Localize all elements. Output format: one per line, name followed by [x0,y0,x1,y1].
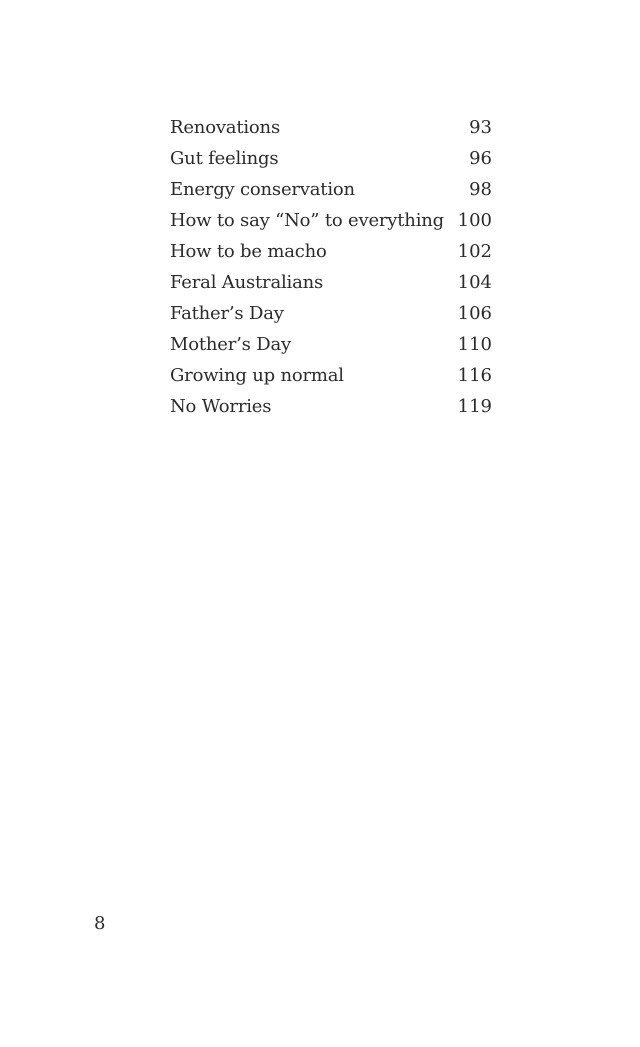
toc-entry-page-number: 116 [457,365,492,386]
toc-entry [170,205,492,236]
toc-entry-title: Father’s Day [170,303,284,324]
toc-entry-title: Feral Australians [170,272,324,293]
toc-entry-title: How to be macho [170,241,327,262]
toc-entry-page-number: 119 [457,396,492,417]
toc-entry-title: Gut feelings [170,148,279,169]
toc-entry-title: Renovations [170,117,280,138]
toc-entry-title: Energy conservation [170,179,355,200]
toc-entry-page-number: 106 [457,303,492,324]
toc-entry [170,391,492,422]
toc-entry-title: Growing up normal [170,365,344,386]
toc-entry [170,329,492,360]
toc-entry-title: How to say “No” to everything [170,210,444,231]
toc-entry-page-number: 104 [457,272,492,293]
toc-entry [170,267,492,298]
toc-entry [170,112,492,143]
toc-entry [170,174,492,205]
toc-entry [170,236,492,267]
toc-entry-page-number: 96 [469,148,492,169]
toc-entry-title: No Worries [170,396,272,417]
toc-entry [170,143,492,174]
toc-entry [170,360,492,391]
toc-entry-page-number: 98 [469,179,492,200]
page-number: 8 [94,913,106,934]
toc-entry [170,298,492,329]
toc-entry-title: Mother’s Day [170,334,291,355]
toc-entry-page-number: 100 [457,210,492,231]
toc-entry-page-number: 93 [469,117,492,138]
table-of-contents [170,112,492,422]
toc-entry-page-number: 102 [457,241,492,262]
toc-entry-page-number: 110 [457,334,492,355]
